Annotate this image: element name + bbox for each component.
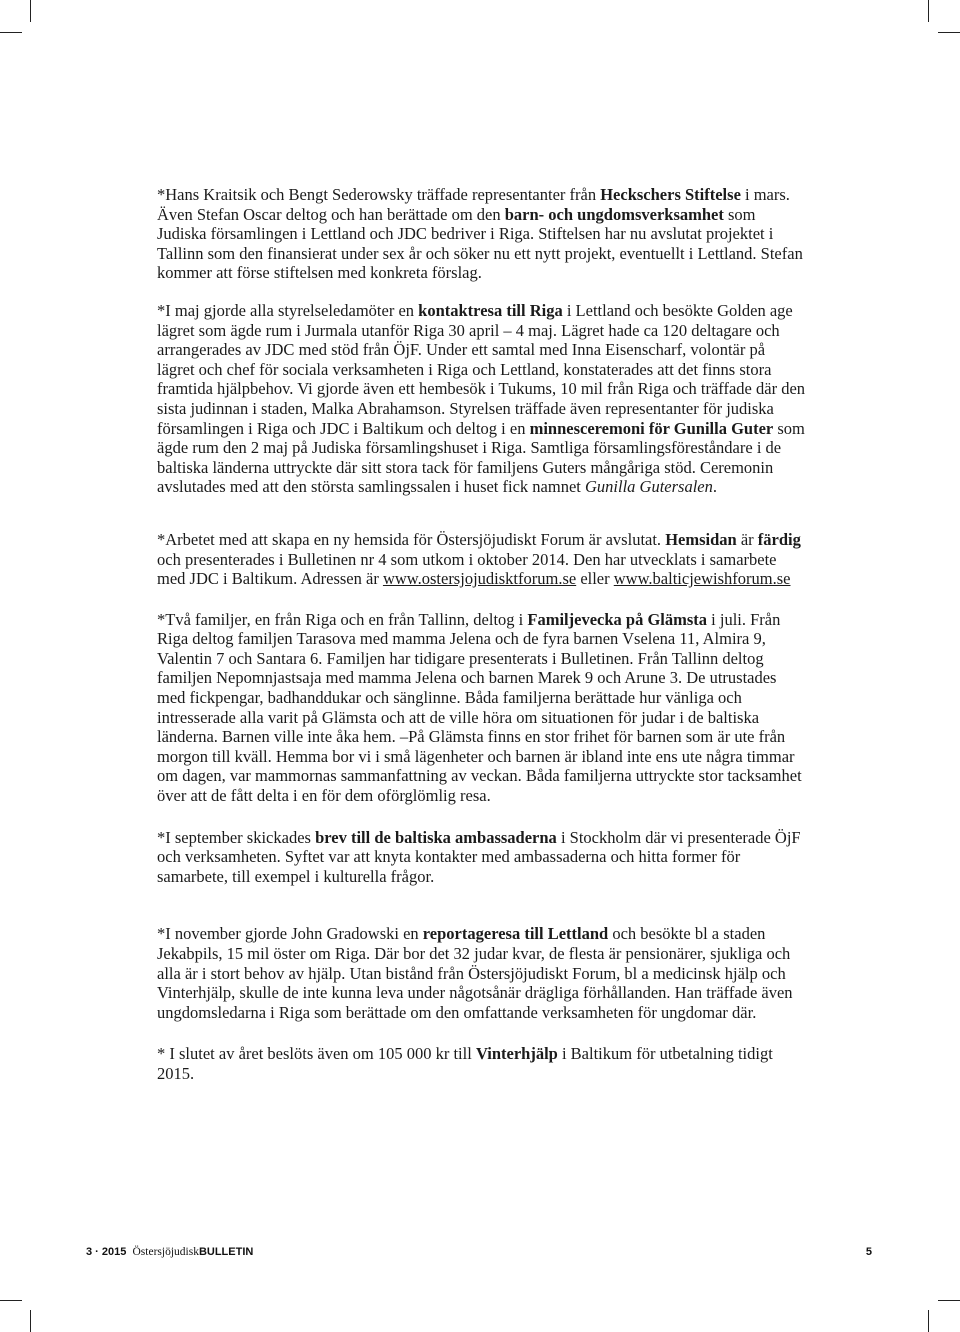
body-text: * I slutet av året beslöts även om 105 000 kr till (157, 1044, 476, 1064)
footer-issue: 3 · 2015 (86, 1246, 127, 1258)
italic-text: Gunilla Gutersalen (585, 477, 713, 497)
emphasis-text: Hemsidan (665, 529, 737, 549)
crop-mark (0, 32, 22, 33)
body-text: och besökte bl a staden Jekabpils, 15 mil öster om Riga. Där bor det 32 judar kvar, de flesta är pensionärer, sjukliga och alla är i stort behov av hjälp. Utan bistånd från Östersjöjudiskt Forum, bl a medicinsk hjälp och Vinterhjälp, skulle de inte kunna leva under någotsånär drägliga förhållanden. Han träffade även ungdomsledarna i Riga som berättade om den omfattande verksamheten för ungdomar där. (157, 924, 793, 1022)
body-text: *Arbetet med att skapa en ny hemsida för Östersjöjudiskt Forum är avslutat. (157, 529, 666, 549)
paragraph-ambassader (157, 828, 805, 887)
crop-mark (30, 1310, 31, 1332)
body-text: och presenterades i Bulletinen nr 4 som utkom i oktober 2014. Den har utvecklats i samarbete med JDC i Baltikum. Adressen är (157, 549, 777, 589)
body-text: i mars. Även Stefan Oscar deltog och han berättade om den (157, 185, 790, 224)
crop-mark (30, 0, 31, 22)
emphasis-text: kontaktresa till Riga (418, 300, 563, 320)
paragraph-heckschers (157, 185, 805, 283)
emphasis-text: färdig (757, 529, 801, 549)
body-text: *Två familjer, en från Riga och en från Tallinn, deltog i (157, 609, 528, 629)
body-text: som Judiska församlingen i Lettland och JDC bedriver i Riga. Stiftelsen har nu avslutat projektet i Tallinn som den finansierat under sex år och söker nu ett nytt projekt, eventuellt i Lettland. Stefan kommer att förse stiftelsen med konkreta förslag. (157, 204, 803, 283)
crop-mark (0, 1300, 22, 1301)
footer-bulletin: BULLETIN (198, 1246, 254, 1258)
body-text: *I november gjorde John Gradowski en (157, 924, 423, 944)
footer-publication (86, 1246, 253, 1258)
body-text: i Stockholm där vi presenterade ÖjF och verksamheten. Syftet var att knyta kontakter med ambassaderna och hitta former för samarbete, till exempel i kulturella frågor. (157, 827, 801, 886)
footer-magazine-name: Östersjöjudisk (132, 1246, 199, 1258)
body-text: i Lettland och besökte Golden age lägret som ägde rum i Jurmala utanför Riga 30 april – 4 maj. Lägret hade ca 120 deltagare och arrangerades av JDC med stöd från ÖjF. Under ett samtal med Inna Eisenscharf, volontär på lägret och chef för sociala verksamheten i Riga och Lettland, konstaterades att det finns stora framtida hjälpbehov. Vi gjorde även ett hembesök i Tukums, 10 mil från Riga och träffade där den sista judinnan i staden, Malka Abrahamson. Styrelsen träffade även representanter för judiska församlingen i Riga och JDC i Baltikum och deltog i en (157, 300, 806, 438)
body-text: *I maj gjorde alla styrelseledamöter en (157, 300, 419, 320)
crop-mark (938, 32, 960, 33)
paragraph-reportageresa (157, 924, 805, 1022)
crop-mark (928, 1310, 929, 1332)
crop-mark (928, 0, 929, 22)
body-text: eller (576, 569, 614, 589)
paragraph-kontaktresa (157, 301, 805, 497)
emphasis-text: brev till de baltiska ambassaderna (315, 827, 557, 847)
body-text: är (736, 529, 758, 549)
article-body (157, 185, 805, 1084)
emphasis-text: Familjevecka på Glämsta (527, 609, 708, 629)
emphasis-text: Heckschers Stiftelse (600, 185, 741, 204)
body-text: i Baltikum för utbetalning tidigt 2015. (157, 1044, 773, 1083)
body-text: *Hans Kraitsik och Bengt Sederowsky träffade representanter från (157, 185, 601, 204)
paragraph-hemsida (157, 530, 805, 589)
body-text: som ägde rum den 2 maj på Judiska församlingshuset i Riga. Samtliga församlingsföreståndare i de baltiska länderna uttryckte där sitt stora tack för familjens Guters mångåriga stöd. Ceremonin avslutades med att den största samlingssalen i huset fick namnet (157, 418, 805, 497)
paragraph-familjevecka (157, 610, 805, 806)
body-text: *I september skickades (157, 827, 316, 847)
body-text: i juli. Från Riga deltog familjen Tarasova med mamma Jelena och de fyra barnen Vselena 11, Almira 9, Valentin 7 och Santara 6. Familjen har tidigare presenterats i Bulletinen. Från Tallinn deltog familjen Nepomnjastsaja med mamma Jelena och barnen Marek 9 och Arune 3. De utrustades med fickpengar, badhanddukar och sänglinne. Båda familjerna berättade hur vänliga och intresserade alla varit på Glämsta och att de ville höra om situationen för judar i de baltiska länderna. Barnen ville inte åka hem. –På Glämsta finns en stor frihet för barnen som är ute från morgon till kväll. Hemma bor vi i små lägenheter och barnen är ibland inte ens ute några timmar om dagen, var mammornas sammanfattning av veckan. Båda familjerna uttryckte stor tacksamhet över att de fått delta i en för dem oförglömlig resa. (157, 609, 802, 806)
emphasis-text: minnesceremoni för Gunilla Guter (529, 418, 774, 438)
web-link[interactable]: www.balticjewishforum.se (613, 569, 791, 589)
emphasis-text: Vinterhjälp (475, 1044, 558, 1064)
page-number: 5 (865, 1246, 872, 1258)
emphasis-text: barn- och ungdomsverksamhet (504, 204, 724, 224)
crop-mark (938, 1300, 960, 1301)
web-link[interactable]: www.ostersjojudisktforum.se (382, 569, 577, 589)
emphasis-text: reportageresa till Lettland (422, 924, 609, 944)
body-text: . (712, 477, 717, 497)
paragraph-vinterhjalp (157, 1044, 805, 1083)
